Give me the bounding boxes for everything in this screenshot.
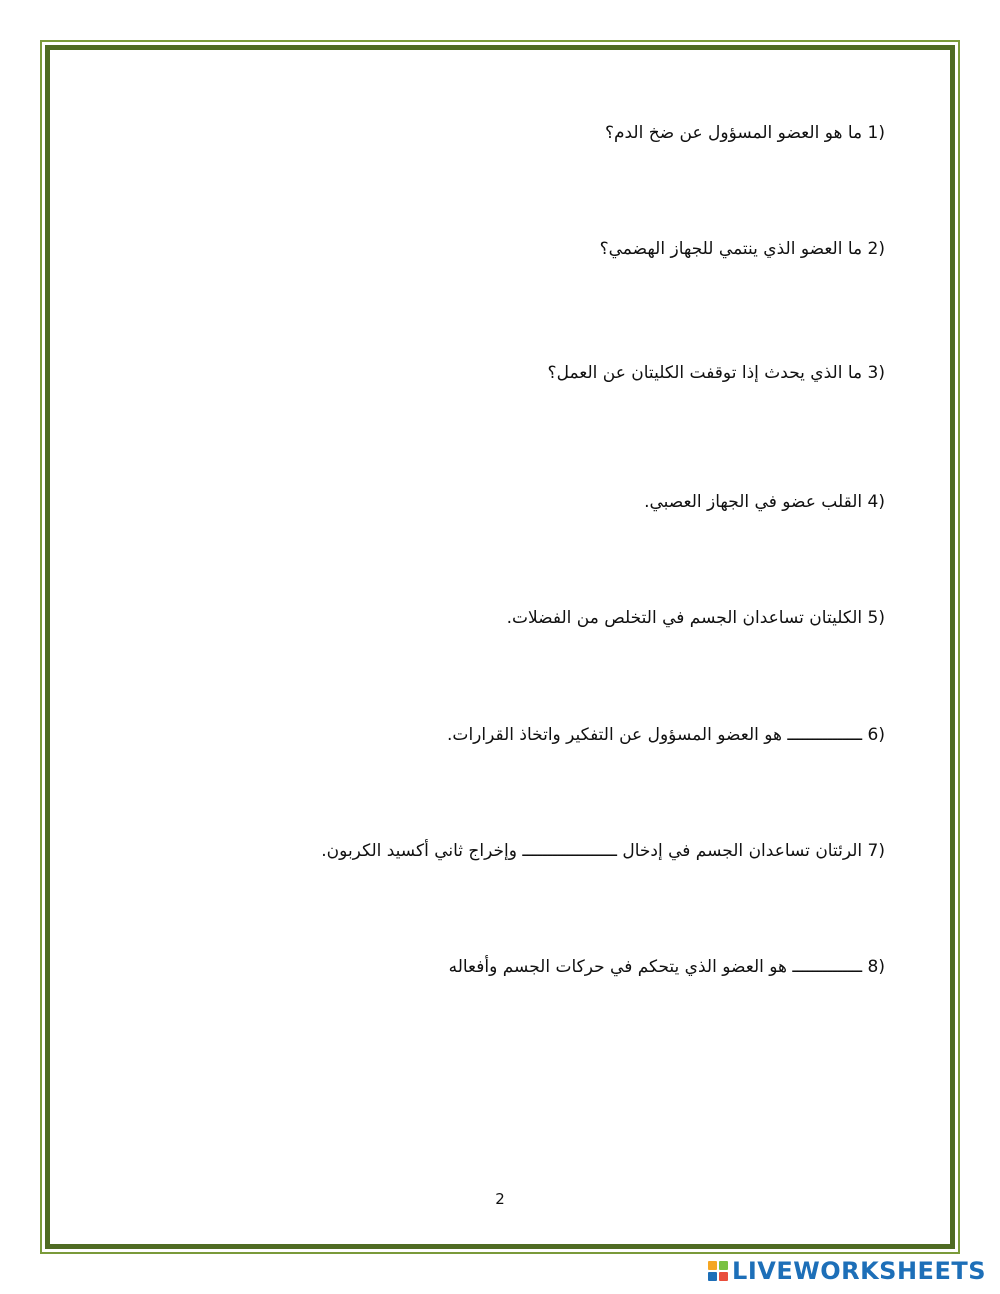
question-2 [600,237,885,261]
question-number: 3) [867,363,885,383]
question-text: الرئتان تساعدان الجسم في إدخال ـــــــــــــــــــ وإخراج ثاني أكسيد الكربون. [321,841,863,861]
question-number: 8) [867,957,885,977]
question-text: ــــــــــــــ هو العضو الذي يتحكم في حركات الجسم وأفعاله [448,957,863,977]
question-text: القلب عضو في الجهاز العصبي. [644,492,863,512]
liveworksheets-logo-icon [708,1261,728,1281]
question-text: ما هو العضو المسؤول عن ضخ الدم؟ [604,123,863,143]
page-border-inner [45,45,955,1249]
question-text: ما الذي يحدث إذا توقفت الكليتان عن العمل؟ [547,363,863,383]
question-text: ما العضو الذي ينتمي للجهاز الهضمي؟ [599,239,863,259]
question-text: الكليتان تساعدان الجسم في التخلص من الفضلات. [506,608,863,628]
question-number: 6) [867,725,885,745]
question-5 [507,606,885,630]
brand-name: LIVEWORKSHEETS [732,1257,986,1285]
question-number: 7) [867,841,885,861]
question-4 [644,490,885,514]
question-7 [321,839,885,863]
question-text: ـــــــــــــــ هو العضو المسؤول عن التفكير واتخاذ القرارات. [447,725,863,745]
question-number: 1) [867,123,885,143]
question-1 [605,121,885,145]
question-number: 4) [867,492,885,512]
brand-watermark [708,1256,986,1286]
question-8 [449,955,885,979]
question-number: 5) [867,608,885,628]
page-number: 2 [495,1190,505,1208]
question-6 [447,723,885,747]
question-number: 2) [867,239,885,259]
page-border [40,40,960,1254]
question-3 [548,361,885,385]
